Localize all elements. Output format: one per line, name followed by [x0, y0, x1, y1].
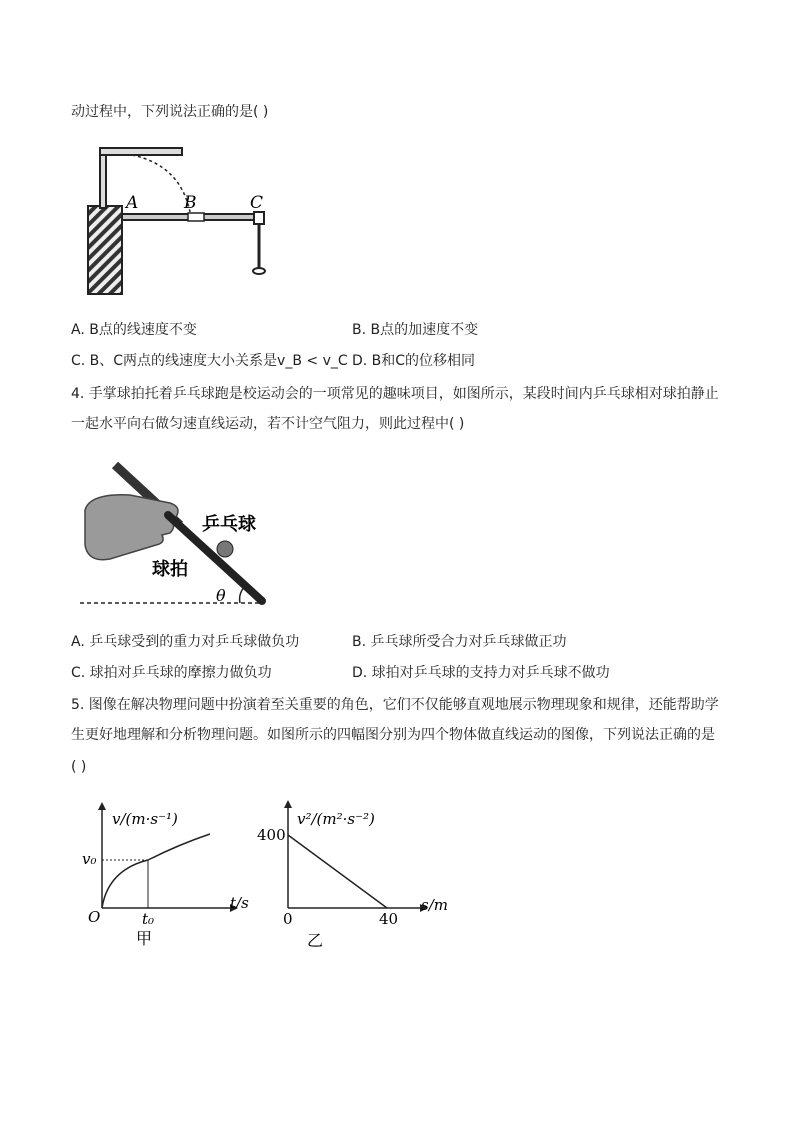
yi-caption: 乙 [307, 931, 324, 950]
q4-racket-figure [70, 455, 290, 615]
raised-arm-vertical [100, 148, 106, 208]
q3-stem-tail: 动过程中，下列说法正确的是( ) [71, 104, 269, 120]
jia-xlabel: t/s [230, 894, 249, 912]
label-theta: θ [216, 586, 226, 605]
rod-joint [188, 213, 204, 221]
q4-option-c: C. 球拍对乒乓球的摩擦力做负功 [71, 665, 272, 681]
label-b: B [184, 193, 197, 213]
graph-jia [80, 800, 260, 955]
q4-option-b: B. 乒乓球所受合力对乒乓球做正功 [352, 634, 567, 650]
yi-xlabel: s/m [421, 896, 448, 914]
barrier-base [88, 206, 122, 294]
raised-arm-top [100, 148, 182, 155]
jia-v0: v₀ [82, 850, 97, 868]
label-racket: 球拍 [152, 559, 188, 580]
label-ball: 乒乓球 [202, 514, 256, 535]
q4-stem-line1: 4. 手掌球拍托着乒乓球跑是校运动会的一项常见的趣味项目，如图所示，某段时间内乒乓球相对球拍静止 [71, 386, 719, 402]
q3-option-c: C. B、C两点的线速度大小关系是v_B < v_C [71, 353, 348, 369]
jia-ylabel: v/(m·s⁻¹) [112, 810, 178, 828]
yi-y400: 400 [257, 826, 286, 844]
rotation-arc [132, 155, 190, 212]
graph-yi [255, 800, 455, 955]
q5-stem-line1: 5. 图像在解决物理问题中扮演着至关重要的角色，它们不仅能够直观地展示物理现象和规律，还能帮助学 [71, 697, 719, 713]
yi-x0: 0 [283, 910, 293, 928]
post-foot [253, 268, 265, 274]
q4-option-d: D. 球拍对乒乓球的支持力对乒乓球不做功 [352, 665, 610, 681]
label-c: C [250, 193, 264, 213]
ping-pong-ball-icon [217, 541, 233, 557]
jia-curve [102, 834, 210, 908]
q3-option-d: D. B和C的位移相同 [352, 353, 476, 369]
label-a: A [126, 193, 139, 213]
jia-caption: 甲 [136, 929, 153, 948]
q3-option-a: A. B点的线速度不变 [71, 322, 197, 338]
yi-line [288, 835, 387, 908]
q5-stem-line2: 生更好地理解和分析物理问题。如图所示的四幅图分别为四个物体做直线运动的图像，下列说法正确的是 [71, 727, 715, 743]
q4-stem-line2: 一起水平向右做匀速直线运动，若不计空气阻力，则此过程中( ) [71, 416, 465, 432]
jia-origin: O [88, 908, 101, 926]
jia-t0: t₀ [142, 910, 155, 928]
post-clamp [254, 212, 264, 224]
q3-barrier-figure [80, 140, 280, 300]
hand-icon [85, 495, 178, 560]
q5-stem-line3: ( ) [71, 759, 87, 775]
yi-x40: 40 [379, 910, 399, 928]
q4-option-a: A. 乒乓球受到的重力对乒乓球做负功 [71, 634, 300, 650]
yi-ylabel: v²/(m²·s⁻²) [297, 810, 375, 828]
q3-option-b: B. B点的加速度不变 [352, 322, 479, 338]
